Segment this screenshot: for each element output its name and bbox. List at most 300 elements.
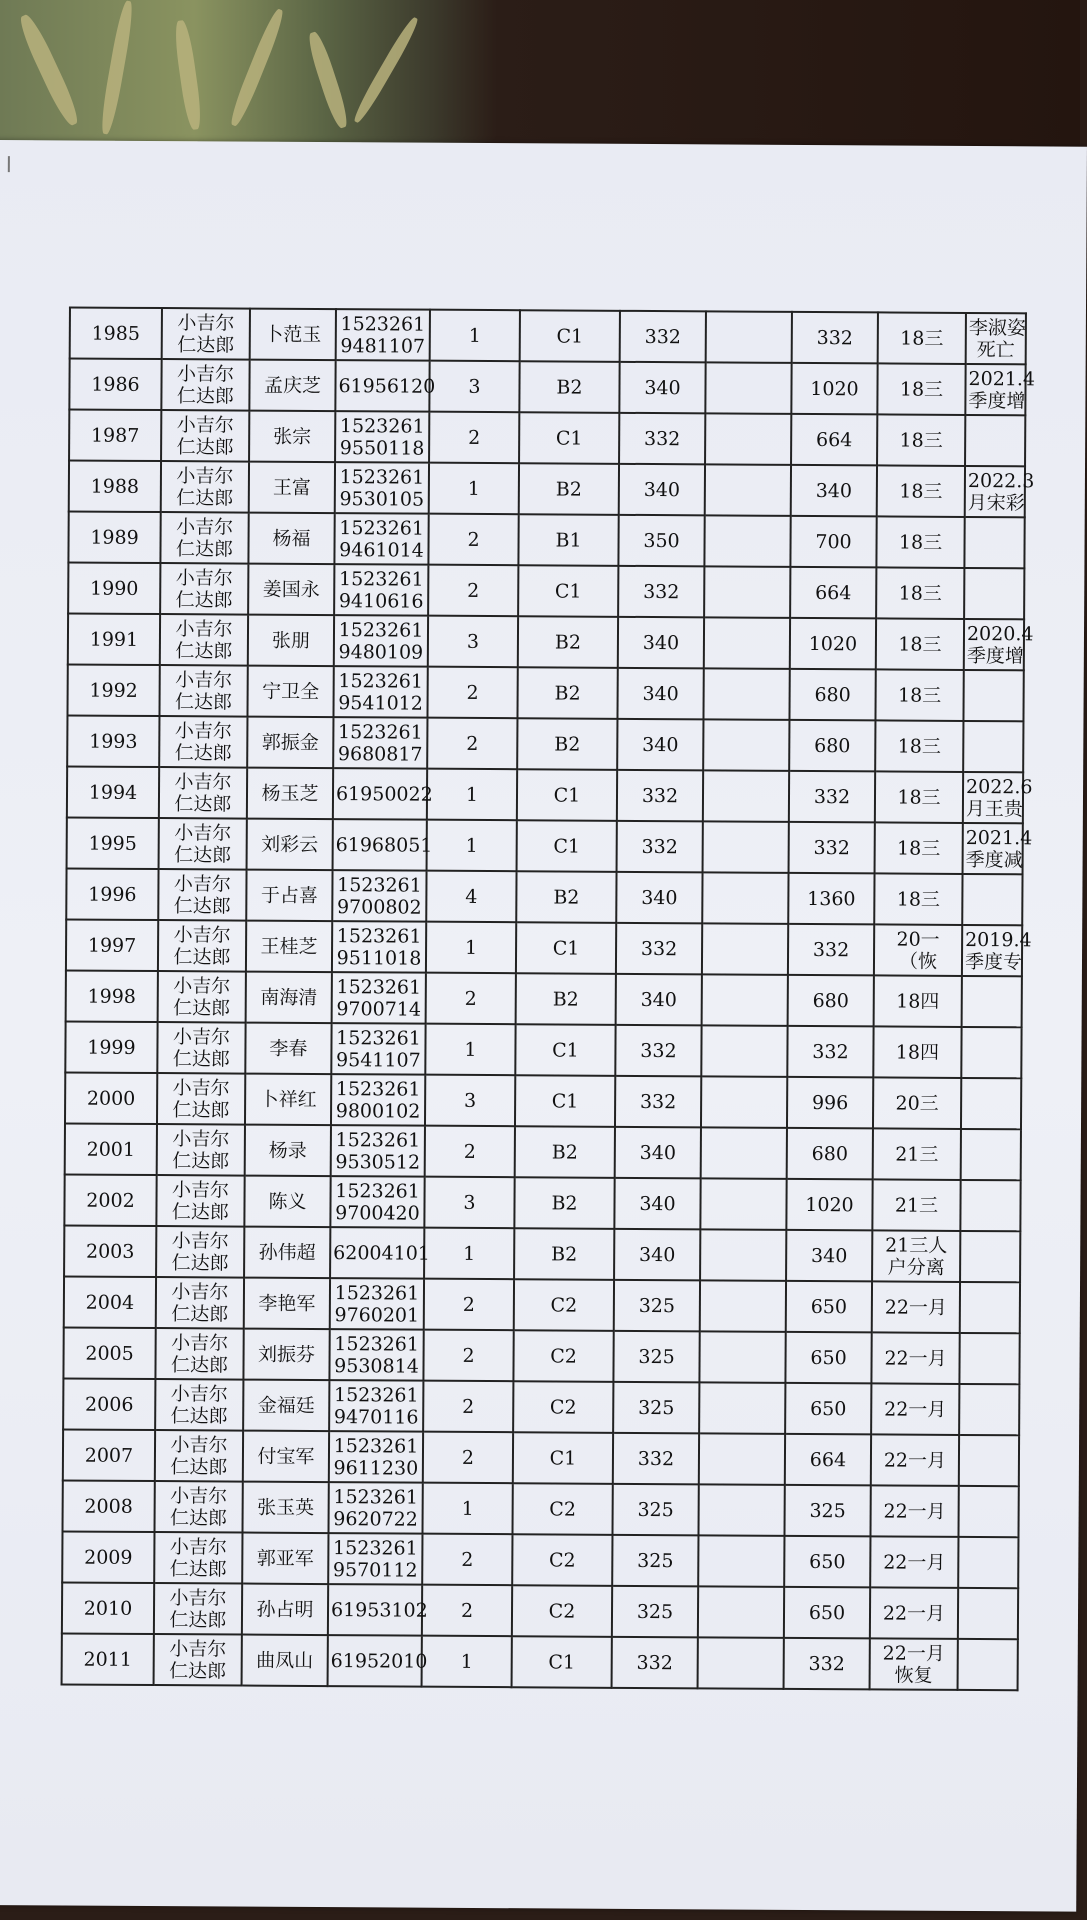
village-name: [162, 308, 250, 360]
household-count: 1: [424, 1228, 514, 1280]
village-name-line: 小吉尔: [175, 566, 233, 589]
village-name-line: 小吉尔: [172, 1178, 230, 1201]
table-row: [63, 1327, 1019, 1384]
total-amount: 332: [789, 822, 875, 874]
remark-line: 2019.4: [965, 928, 1032, 951]
total-amount: 650: [784, 1587, 870, 1639]
village-name-line: 小吉尔: [175, 668, 233, 691]
standard-amount: 340: [615, 1127, 701, 1179]
village-name: [158, 920, 246, 972]
table-row: [63, 1429, 1019, 1486]
period-note-line: 21三: [895, 1143, 939, 1166]
period-note: [873, 1077, 961, 1129]
id-number-line: 1523261: [336, 924, 422, 948]
table-row: [67, 766, 1023, 823]
person-name: 孟庆芝: [249, 360, 335, 412]
blank-cell: [700, 1178, 786, 1230]
id-number-line: 1523261: [338, 567, 424, 591]
household-count: 2: [427, 718, 517, 770]
household-count: 3: [424, 1177, 514, 1229]
remark: [961, 1129, 1021, 1180]
rice-stalk-decoration: [15, 12, 82, 128]
village-name: [160, 614, 248, 666]
standard-amount: 332: [613, 1433, 699, 1485]
total-amount: 680: [787, 1128, 873, 1180]
household-count: 2: [428, 565, 518, 617]
household-count: 3: [429, 361, 519, 413]
village-name-line: 小吉尔: [170, 1433, 228, 1456]
record-number: 2008: [63, 1480, 155, 1532]
village-name-line: 小吉尔: [174, 719, 232, 742]
id-number-line: 61952010: [330, 1649, 428, 1673]
record-number: 2005: [63, 1327, 155, 1379]
id-number-line: 1523261: [336, 1026, 421, 1050]
person-name: 付宝军: [243, 1431, 329, 1483]
standard-amount: 332: [616, 923, 702, 975]
id-number-line: 1523261: [333, 1434, 419, 1458]
grade-code: B2: [519, 361, 619, 413]
table-row: [66, 970, 1022, 1027]
id-number: [328, 1635, 428, 1687]
period-note: [876, 618, 964, 670]
record-number: 1999: [65, 1021, 157, 1073]
village-name-line: 仁达郎: [173, 996, 231, 1019]
id-number-line: 61953102: [330, 1598, 428, 1622]
remark: [964, 619, 1034, 670]
id-number: [335, 411, 429, 463]
period-note: [870, 1485, 958, 1537]
total-amount: 332: [788, 924, 874, 976]
period-note: [872, 1281, 960, 1333]
standard-amount: 332: [617, 821, 703, 873]
remark-line: 季度增: [966, 644, 1024, 667]
id-number-line: 9410616: [338, 589, 424, 613]
id-number-line: 62004101: [333, 1241, 430, 1265]
grade-code: C1: [516, 922, 616, 974]
person-name: 李艳军: [244, 1278, 330, 1330]
village-name: [156, 1226, 244, 1278]
total-amount: 1020: [791, 363, 877, 415]
grade-code: C1: [512, 1636, 612, 1688]
document-page: [0, 140, 1087, 1912]
village-name: [160, 563, 248, 615]
village-name-line: 仁达郎: [173, 945, 231, 968]
village-name-line: 仁达郎: [174, 690, 233, 713]
person-name: 王富: [249, 462, 335, 514]
household-count: 2: [424, 1279, 514, 1331]
remark: [963, 772, 1033, 823]
id-number-line: 9620722: [333, 1507, 418, 1531]
village-name-line: 小吉尔: [169, 1637, 227, 1660]
village-name-line: 小吉尔: [177, 311, 235, 334]
id-number-line: 9550118: [339, 436, 425, 460]
household-count: 1: [427, 820, 517, 872]
id-number-line: 61968051: [335, 833, 433, 857]
blank-cell: [701, 1025, 787, 1077]
table-row: [69, 409, 1025, 466]
village-name: [160, 512, 248, 564]
remark: [960, 1231, 1020, 1282]
village-name: [155, 1430, 243, 1482]
rice-stalk-decoration: [351, 15, 421, 125]
village-name-line: 小吉尔: [174, 770, 232, 793]
table-row: [64, 1225, 1020, 1282]
total-amount: 1360: [788, 873, 874, 925]
record-number: 2006: [63, 1378, 155, 1430]
remark: [963, 721, 1023, 772]
table-row: [62, 1633, 1018, 1690]
table-row: [63, 1480, 1019, 1537]
total-amount: 996: [787, 1077, 873, 1129]
household-count: 2: [429, 412, 519, 464]
id-number: [333, 819, 433, 871]
grade-code: B2: [517, 718, 617, 770]
period-note-line: 18三: [898, 633, 942, 656]
grade-code: C2: [513, 1381, 613, 1433]
person-name: 金福廷: [243, 1380, 329, 1432]
id-number-line: 1523261: [338, 720, 423, 744]
id-number: [328, 1533, 422, 1585]
record-number: 1996: [66, 868, 158, 920]
village-name-line: 小吉尔: [172, 1076, 230, 1099]
village-name-line: 小吉尔: [176, 362, 235, 385]
household-count: 3: [428, 616, 518, 668]
id-number-line: 1523261: [339, 516, 425, 540]
grade-code: C1: [517, 820, 617, 872]
blank-cell: [701, 1127, 787, 1179]
household-count: 2: [423, 1330, 513, 1382]
period-note-line: 22一月: [884, 1295, 948, 1319]
remark-line: 2021.4: [968, 367, 1036, 390]
remark-line: 月王贵: [965, 797, 1024, 820]
period-note: [877, 465, 965, 517]
id-number: [331, 1023, 425, 1075]
household-count: 4: [426, 871, 516, 923]
household-count: 1: [425, 1024, 515, 1076]
village-name-line: 仁达郎: [173, 894, 231, 917]
remark: [958, 1537, 1018, 1588]
period-note: [873, 1128, 961, 1180]
person-name: 杨福: [248, 513, 334, 565]
id-number: [333, 768, 433, 820]
id-number-line: 9541107: [336, 1048, 421, 1072]
period-note: [876, 516, 964, 568]
id-number: [329, 1380, 423, 1432]
blank-cell: [706, 311, 792, 363]
standard-amount: 340: [616, 872, 702, 924]
period-note-line: 21三人: [885, 1233, 948, 1257]
period-note: [872, 1230, 960, 1282]
blank-cell: [702, 872, 788, 924]
ledger-body: [62, 307, 1036, 1690]
remark: [958, 1486, 1018, 1537]
period-note-line: 22一月: [883, 1448, 947, 1472]
id-number-line: 9570112: [332, 1558, 418, 1582]
blank-cell: [704, 515, 790, 567]
id-number: [330, 1227, 430, 1279]
id-number-line: 1523261: [333, 1383, 419, 1407]
village-name: [158, 971, 246, 1023]
person-name: 卜范玉: [250, 309, 336, 361]
blank-cell: [701, 1076, 787, 1128]
table-row: [67, 715, 1023, 772]
person-name: 陈义: [244, 1176, 330, 1228]
standard-amount: 332: [612, 1637, 698, 1689]
id-number-line: 1523261: [339, 414, 425, 438]
village-name-line: 小吉尔: [173, 923, 231, 946]
household-count: 2: [423, 1432, 513, 1484]
remark: [962, 925, 1032, 976]
period-note: [870, 1638, 958, 1690]
period-note: [875, 771, 963, 823]
id-number-line: 9481107: [340, 334, 426, 358]
total-amount: 332: [792, 312, 878, 364]
record-number: 2001: [65, 1123, 157, 1175]
village-name: [154, 1481, 242, 1533]
village-name-line: 仁达郎: [172, 1098, 230, 1121]
background-photo: [0, 0, 1080, 150]
table-row: [69, 358, 1025, 415]
blank-cell: [700, 1229, 786, 1281]
village-name-line: 仁达郎: [169, 1608, 227, 1631]
period-note-line: 18三: [899, 378, 944, 401]
village-name-line: 小吉尔: [176, 515, 234, 538]
village-name-line: 仁达郎: [176, 486, 234, 509]
standard-amount: 332: [619, 413, 705, 465]
grade-code: B2: [517, 667, 617, 719]
remark-line: 2022.6: [966, 775, 1033, 798]
id-number-line: 1523261: [334, 1332, 420, 1356]
record-number: 1989: [68, 511, 160, 563]
remark: [966, 313, 1026, 364]
village-name: [159, 716, 247, 768]
person-name: 卜祥红: [245, 1074, 331, 1126]
record-number: 1998: [66, 970, 158, 1022]
table-row: [67, 664, 1023, 721]
standard-amount: 332: [618, 566, 704, 618]
standard-amount: 325: [613, 1331, 699, 1383]
record-number: 1997: [66, 919, 158, 971]
remark: [964, 568, 1024, 619]
village-name-line: 仁达郎: [170, 1506, 228, 1529]
standard-amount: 332: [620, 311, 706, 363]
village-name: [157, 1073, 245, 1125]
grade-code: B2: [516, 973, 616, 1025]
household-count: 1: [422, 1483, 512, 1535]
blank-cell: [703, 821, 789, 873]
record-number: 2007: [63, 1429, 155, 1481]
period-note-line: 22一月: [882, 1641, 945, 1665]
standard-amount: 350: [618, 515, 704, 567]
period-note-line: 18三: [899, 429, 943, 452]
blank-cell: [699, 1382, 785, 1434]
period-note: [875, 669, 963, 721]
village-name-line: 仁达郎: [169, 1659, 227, 1682]
id-number: [328, 1482, 422, 1534]
village-name-line: 小吉尔: [175, 617, 233, 640]
total-amount: 1020: [790, 618, 876, 670]
person-name: 张宗: [249, 411, 335, 463]
standard-amount: 340: [619, 464, 705, 516]
household-count: 2: [423, 1381, 513, 1433]
standard-amount: 325: [612, 1484, 698, 1536]
id-number-line: 1523261: [335, 1179, 420, 1203]
total-amount: 332: [784, 1638, 870, 1690]
total-amount: 650: [786, 1281, 872, 1333]
person-name: 郭振金: [247, 717, 333, 769]
grade-code: B2: [515, 1126, 615, 1178]
remark: [963, 823, 1033, 874]
id-number: [332, 870, 426, 922]
period-note: [874, 924, 962, 976]
id-number-line: 9800102: [335, 1099, 421, 1123]
remark-line: 季度增: [968, 389, 1026, 412]
blank-cell: [698, 1535, 784, 1587]
rice-stalk-decoration: [305, 30, 351, 130]
period-note-line: 18三: [899, 480, 943, 503]
id-number: [331, 1125, 425, 1177]
village-name: [155, 1379, 243, 1431]
blank-cell: [699, 1331, 785, 1383]
village-name: [154, 1532, 242, 1584]
period-note: [874, 975, 962, 1027]
standard-amount: 340: [617, 668, 703, 720]
person-name: 宁卫全: [247, 666, 333, 718]
table-row: [68, 562, 1024, 619]
village-name-line: 仁达郎: [170, 1353, 229, 1376]
village-name-line: 小吉尔: [173, 974, 231, 997]
standard-amount: 340: [619, 362, 705, 414]
period-note-line: 18三: [897, 786, 941, 809]
remark-line: 季度减: [965, 848, 1023, 871]
person-name: 刘振芬: [243, 1329, 329, 1381]
person-name: 孙占明: [242, 1584, 328, 1636]
household-count: 2: [428, 514, 518, 566]
grade-code: B1: [518, 514, 618, 566]
standard-amount: 325: [614, 1280, 700, 1332]
person-name: 张朋: [248, 615, 334, 667]
period-note-line: 20三: [895, 1092, 939, 1115]
period-note-line: 18三: [898, 582, 942, 605]
id-number-line: 1523261: [339, 465, 425, 489]
village-name-line: 仁达郎: [175, 639, 233, 662]
remark: [960, 1282, 1020, 1333]
remark: [964, 517, 1024, 568]
grade-code: B2: [514, 1177, 614, 1229]
remark: [959, 1333, 1019, 1384]
period-note-line: 22一月: [883, 1499, 946, 1523]
village-name-line: 仁达郎: [171, 1200, 230, 1223]
id-number-line: 1523261: [333, 1536, 418, 1560]
grade-code: C1: [517, 769, 617, 821]
id-number-line: 1523261: [335, 1077, 421, 1101]
table-row: [68, 613, 1024, 670]
blank-cell: [705, 362, 791, 414]
household-count: 2: [427, 667, 517, 719]
period-note-line: 22一月: [883, 1550, 946, 1574]
grade-code: C2: [512, 1483, 612, 1535]
household-count: 3: [425, 1075, 515, 1127]
remark: [965, 466, 1035, 517]
blank-cell: [704, 566, 790, 618]
remark: [962, 874, 1022, 925]
id-number: [330, 1176, 424, 1228]
period-note: [871, 1434, 959, 1486]
village-name: [159, 818, 247, 870]
blank-cell: [702, 923, 788, 975]
remark-line: 死亡: [976, 338, 1015, 361]
grade-code: C1: [518, 565, 618, 617]
record-number: 1991: [68, 613, 160, 665]
total-amount: 664: [785, 1434, 871, 1486]
ledger-table: [61, 306, 1036, 1691]
id-number: [329, 1431, 423, 1483]
total-amount: 650: [784, 1536, 870, 1588]
standard-amount: 332: [617, 770, 703, 822]
remark: [963, 670, 1023, 721]
village-name-line: 小吉尔: [176, 464, 234, 487]
period-note: [875, 822, 963, 874]
standard-amount: 325: [613, 1382, 699, 1434]
standard-amount: 332: [615, 1025, 701, 1077]
period-note-line: 恢复: [894, 1664, 933, 1687]
remark: [959, 1384, 1019, 1435]
remark: [965, 415, 1025, 466]
id-number-line: 61956120: [338, 374, 436, 398]
person-name: 于占喜: [246, 870, 332, 922]
village-name: [159, 767, 247, 819]
record-number: 1986: [69, 358, 161, 410]
period-note: [877, 363, 965, 415]
person-name: 南海清: [246, 972, 332, 1024]
record-number: 1993: [67, 715, 159, 767]
period-note: [875, 720, 963, 772]
household-count: 2: [422, 1585, 512, 1637]
id-number-line: 9461014: [339, 538, 424, 562]
period-note-line: 18三: [898, 531, 943, 554]
remark: [961, 1078, 1021, 1129]
village-name: [161, 410, 249, 462]
village-name-line: 仁达郎: [174, 843, 232, 866]
record-number: 2004: [64, 1276, 156, 1328]
record-number: 1988: [69, 460, 161, 512]
table-row: [62, 1582, 1018, 1639]
village-name: [154, 1583, 242, 1635]
village-name: [159, 665, 247, 717]
person-name: 郭亚军: [242, 1533, 328, 1585]
village-name-line: 小吉尔: [171, 1331, 229, 1354]
remark-line: 2022.3: [967, 469, 1035, 492]
id-number-line: 9530814: [334, 1354, 419, 1378]
village-name-line: 小吉尔: [170, 1484, 228, 1507]
id-number-line: 1523261: [340, 312, 426, 336]
id-number-line: 9530512: [335, 1150, 421, 1174]
household-count: 1: [430, 310, 520, 362]
id-number-line: 1523261: [334, 1281, 420, 1305]
village-name-line: 小吉尔: [172, 1127, 230, 1150]
period-note-line: 18三: [897, 684, 942, 707]
period-note-line: 22一月: [884, 1397, 947, 1421]
grade-code: C2: [512, 1534, 612, 1586]
household-count: 2: [422, 1534, 512, 1586]
blank-cell: [705, 413, 791, 465]
village-name-line: 仁达郎: [175, 588, 233, 611]
remark-line: 李淑姿: [968, 316, 1026, 339]
village-name-line: 小吉尔: [171, 1229, 229, 1252]
period-note: [876, 567, 964, 619]
standard-amount: 332: [615, 1076, 701, 1128]
id-number-line: 9680817: [337, 742, 423, 766]
